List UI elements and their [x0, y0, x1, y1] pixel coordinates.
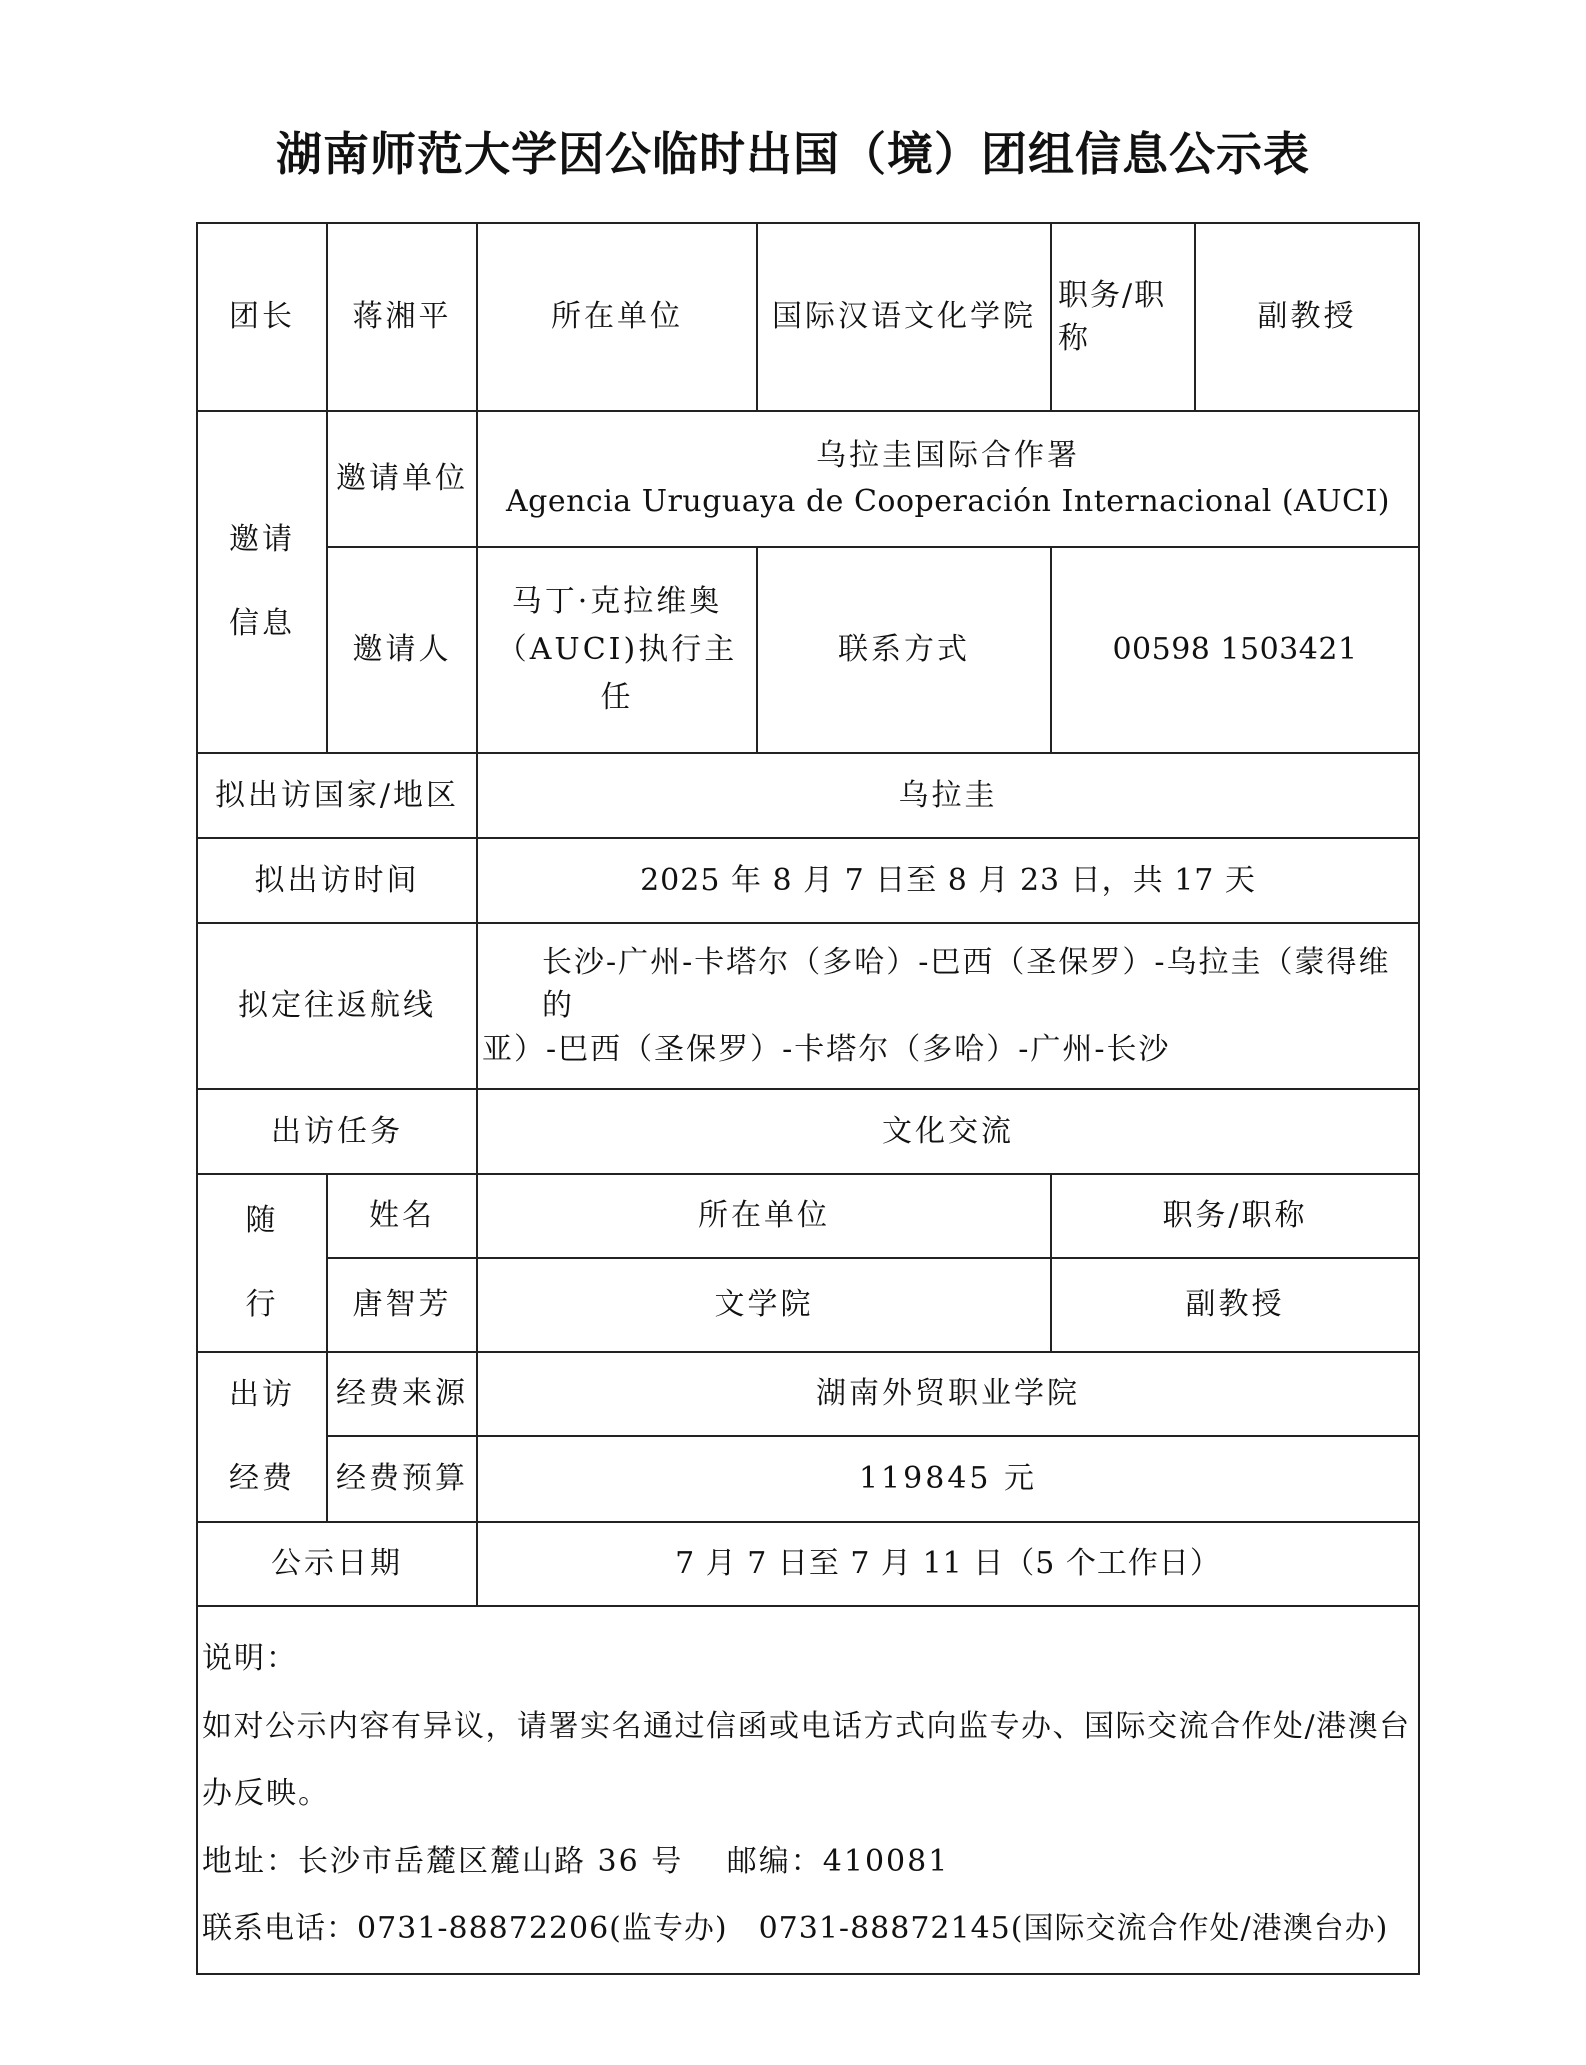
leader-unit-label: 所在单位: [477, 223, 757, 411]
funding-source: 湖南外贸职业学院: [477, 1352, 1419, 1436]
notes-objection-line1: 如对公示内容有异议，请署实名通过信函或电话方式向监专办、国际交流合作处/港澳台: [202, 1708, 1411, 1744]
notes-address: 地址：长沙市岳麓区麓山路 36 号 邮编：410081: [202, 1843, 950, 1879]
companions-header-row: [197, 1174, 1419, 1258]
funding-label: [197, 1352, 327, 1522]
notice-period-row: [197, 1522, 1419, 1606]
notice-period-value: 7 月 7 日至 7 月 11 日（5 个工作日）: [477, 1522, 1419, 1606]
task-label: 出访任务: [197, 1089, 477, 1174]
companion-unit: 文学院: [477, 1258, 1051, 1352]
task-value: 文化交流: [477, 1089, 1419, 1174]
invitation-org-en: Agencia Uruguaya de Cooperación Internacional (AUCI): [505, 484, 1391, 519]
invitation-label-line2: 信息: [229, 606, 295, 641]
time-row: [197, 838, 1419, 923]
notice-period-label: 公示日期: [197, 1522, 477, 1606]
leader-row: [197, 223, 1419, 411]
destination-row: [197, 753, 1419, 838]
task-row: [197, 1089, 1419, 1174]
leader-unit: 国际汉语文化学院: [757, 223, 1051, 411]
route-line1: 长沙-广州-卡塔尔（多哈）-巴西（圣保罗）-乌拉圭（蒙得维的: [542, 944, 1391, 1024]
invitation-contact-label: 联系方式: [757, 547, 1051, 753]
invitation-person-label: 邀请人: [327, 547, 477, 753]
invitation-org-cn: 乌拉圭国际合作署: [816, 437, 1080, 473]
funding-budget-label: 经费预算: [327, 1436, 477, 1522]
companions-name-header: 姓名: [327, 1174, 477, 1258]
notes-phones: 联系电话：0731-88872206(监专办) 0731-88872145(国际交流合作处/港澳台办): [202, 1911, 1389, 1946]
route-line2: 亚）-巴西（圣保罗）-卡塔尔（多哈）-广州-长沙: [482, 1031, 1171, 1067]
leader-label: 团长: [197, 223, 327, 411]
notes-heading: 说明：: [202, 1641, 298, 1676]
invitation-label: [197, 411, 327, 753]
invitation-org-row: [197, 411, 1419, 547]
route-label: 拟定往返航线: [197, 923, 477, 1089]
leader-position-label: 职务/职称: [1051, 223, 1195, 411]
route-value: [477, 923, 1419, 1089]
notes: [197, 1606, 1419, 1974]
invitation-person-line1: 马丁·克拉维奥: [511, 584, 723, 619]
funding-source-label: 经费来源: [327, 1352, 477, 1436]
leader-name: 蒋湘平: [327, 223, 477, 411]
invitation-org-label: 邀请单位: [327, 411, 477, 547]
companions-label: [197, 1174, 327, 1352]
destination-label: 拟出访国家/地区: [197, 753, 477, 838]
invitation-person-line2: （AUCI)执行主任: [496, 632, 738, 715]
companion-name: 唐智芳: [327, 1258, 477, 1352]
time-label: 拟出访时间: [197, 838, 477, 923]
companions-label-line1: 随: [245, 1203, 279, 1238]
companions-unit-header: 所在单位: [477, 1174, 1051, 1258]
invitation-contact: 00598 1503421: [1051, 547, 1419, 753]
destination-value: 乌拉圭: [477, 753, 1419, 838]
notes-row: [197, 1606, 1419, 1974]
invitation-label-line1: 邀请: [229, 522, 295, 557]
invitation-person-row: [197, 547, 1419, 753]
invitation-person: [477, 547, 757, 753]
funding-label-line1: 出访: [229, 1377, 295, 1412]
info-table: [196, 222, 1420, 1975]
companion-position: 副教授: [1051, 1258, 1419, 1352]
funding-budget-row: [197, 1436, 1419, 1522]
page-title: 湖南师范大学因公临时出国（境）团组信息公示表: [276, 127, 1310, 181]
notes-objection-line2: 办反映。: [202, 1776, 330, 1811]
companions-label-line2: 行: [245, 1287, 279, 1322]
table-row: [197, 1258, 1419, 1352]
leader-position: 副教授: [1195, 223, 1419, 411]
time-value: 2025 年 8 月 7 日至 8 月 23 日，共 17 天: [477, 838, 1419, 923]
funding-budget: 119845 元: [477, 1436, 1419, 1522]
funding-label-line2: 经费: [229, 1461, 295, 1496]
companions-position-header: 职务/职称: [1051, 1174, 1419, 1258]
invitation-org: [477, 411, 1419, 547]
route-row: [197, 923, 1419, 1089]
funding-source-row: [197, 1352, 1419, 1436]
